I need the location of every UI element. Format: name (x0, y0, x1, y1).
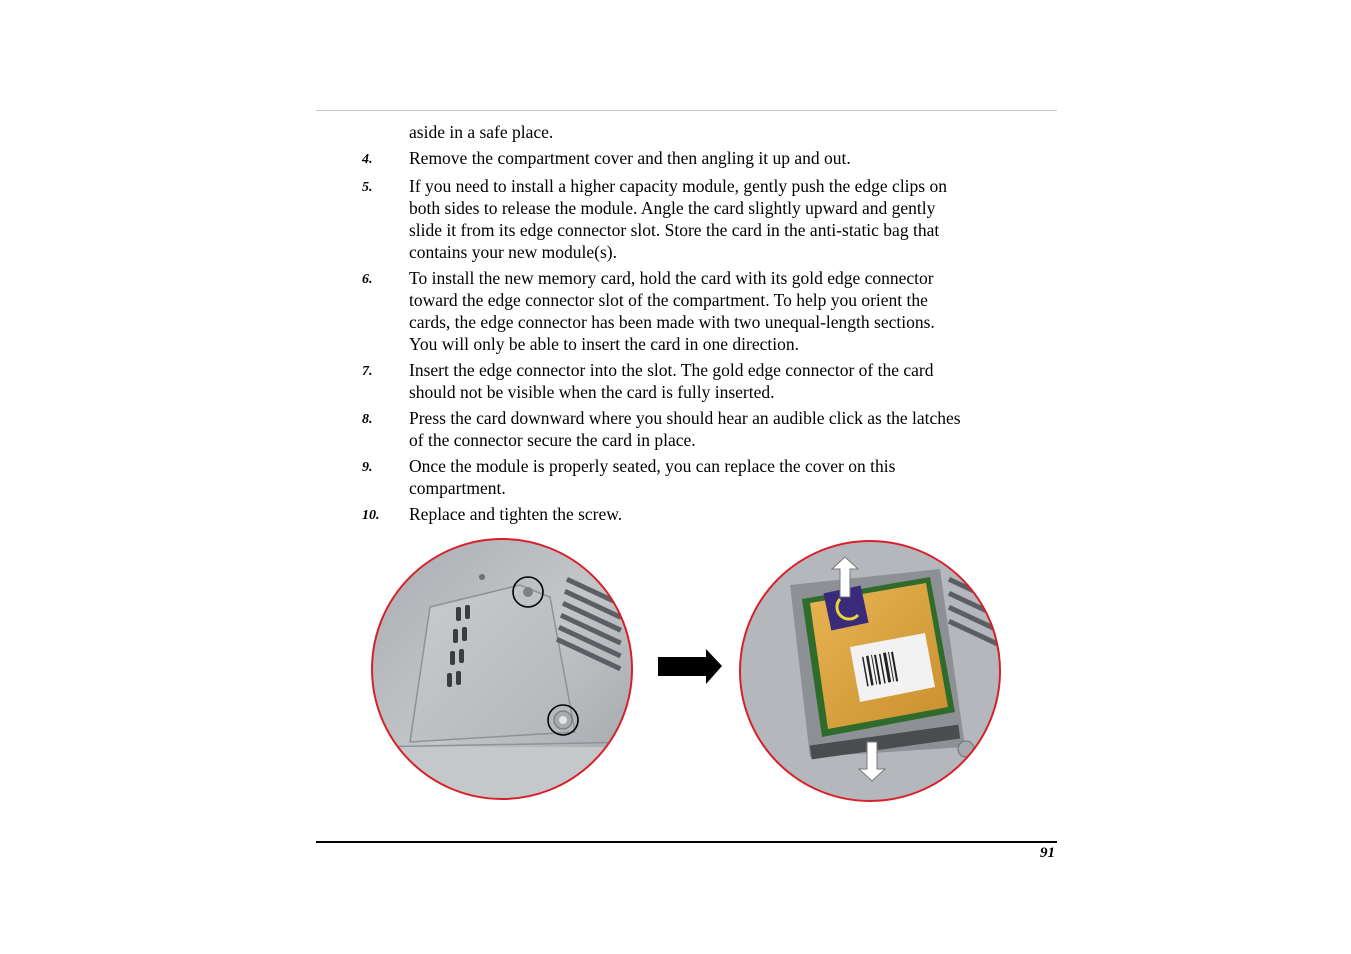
page-number: 91 (1040, 845, 1055, 861)
step-line: Once the module is properly seated, you can replace the cover on this (409, 456, 896, 476)
footer-rule (316, 841, 1057, 843)
step-line: should not be visible when the card is fully inserted. (409, 382, 775, 402)
step-number: 5. (362, 180, 373, 195)
header-rule (316, 110, 1057, 111)
step-line: of the connector secure the card in place. (409, 430, 696, 450)
step-line: both sides to release the module. Angle the card slightly upward and gently (409, 198, 936, 218)
step-line: slide it from its edge connector slot. Store the card in the anti-static bag that (409, 220, 940, 240)
step-8 (362, 407, 1057, 451)
step-text (409, 175, 1057, 263)
step-text (409, 407, 1057, 451)
step-line: Replace and tighten the screw. (409, 504, 623, 524)
step-text (409, 503, 1057, 527)
step-number: 8. (362, 412, 373, 427)
step-number: 10. (362, 508, 380, 523)
step-line: cards, the edge connector has been made with two unequal-length sections. (409, 312, 935, 332)
step-number: 4. (362, 152, 373, 167)
step-5 (362, 175, 1057, 263)
step-4 (362, 147, 1057, 171)
step-10 (362, 503, 1057, 527)
installation-figure (370, 537, 1005, 805)
step-text (409, 147, 1057, 171)
step-7 (362, 359, 1057, 403)
step-text (409, 359, 1057, 403)
step-line: Remove the compartment cover and then angling it up and out. (409, 148, 851, 168)
step-line: toward the edge connector slot of the compartment. To help you orient the (409, 290, 928, 310)
step-6 (362, 267, 1057, 355)
step-text (409, 267, 1057, 355)
step-text (409, 455, 1057, 499)
step-line: compartment. (409, 478, 506, 498)
step-line: To install the new memory card, hold the card with its gold edge connector (409, 268, 934, 288)
step-line: contains your new module(s). (409, 242, 618, 262)
step-9 (362, 455, 1057, 499)
step-line: Press the card downward where you should hear an audible click as the latches (409, 408, 961, 428)
step-line: Insert the edge connector into the slot. The gold edge connector of the card (409, 360, 934, 380)
compartment-cover-photo (370, 537, 640, 805)
right-arrow-icon (658, 649, 722, 684)
step-number: 7. (362, 364, 373, 379)
step-number: 9. (362, 460, 373, 475)
step-line: If you need to install a higher capacity module, gently push the edge clips on (409, 176, 947, 196)
memory-module-photo (730, 537, 1005, 805)
continuation-text: aside in a safe place. (409, 122, 554, 142)
step-line: You will only be able to insert the card in one direction. (409, 334, 799, 354)
step-number: 6. (362, 272, 373, 287)
instruction-list (362, 121, 1057, 531)
